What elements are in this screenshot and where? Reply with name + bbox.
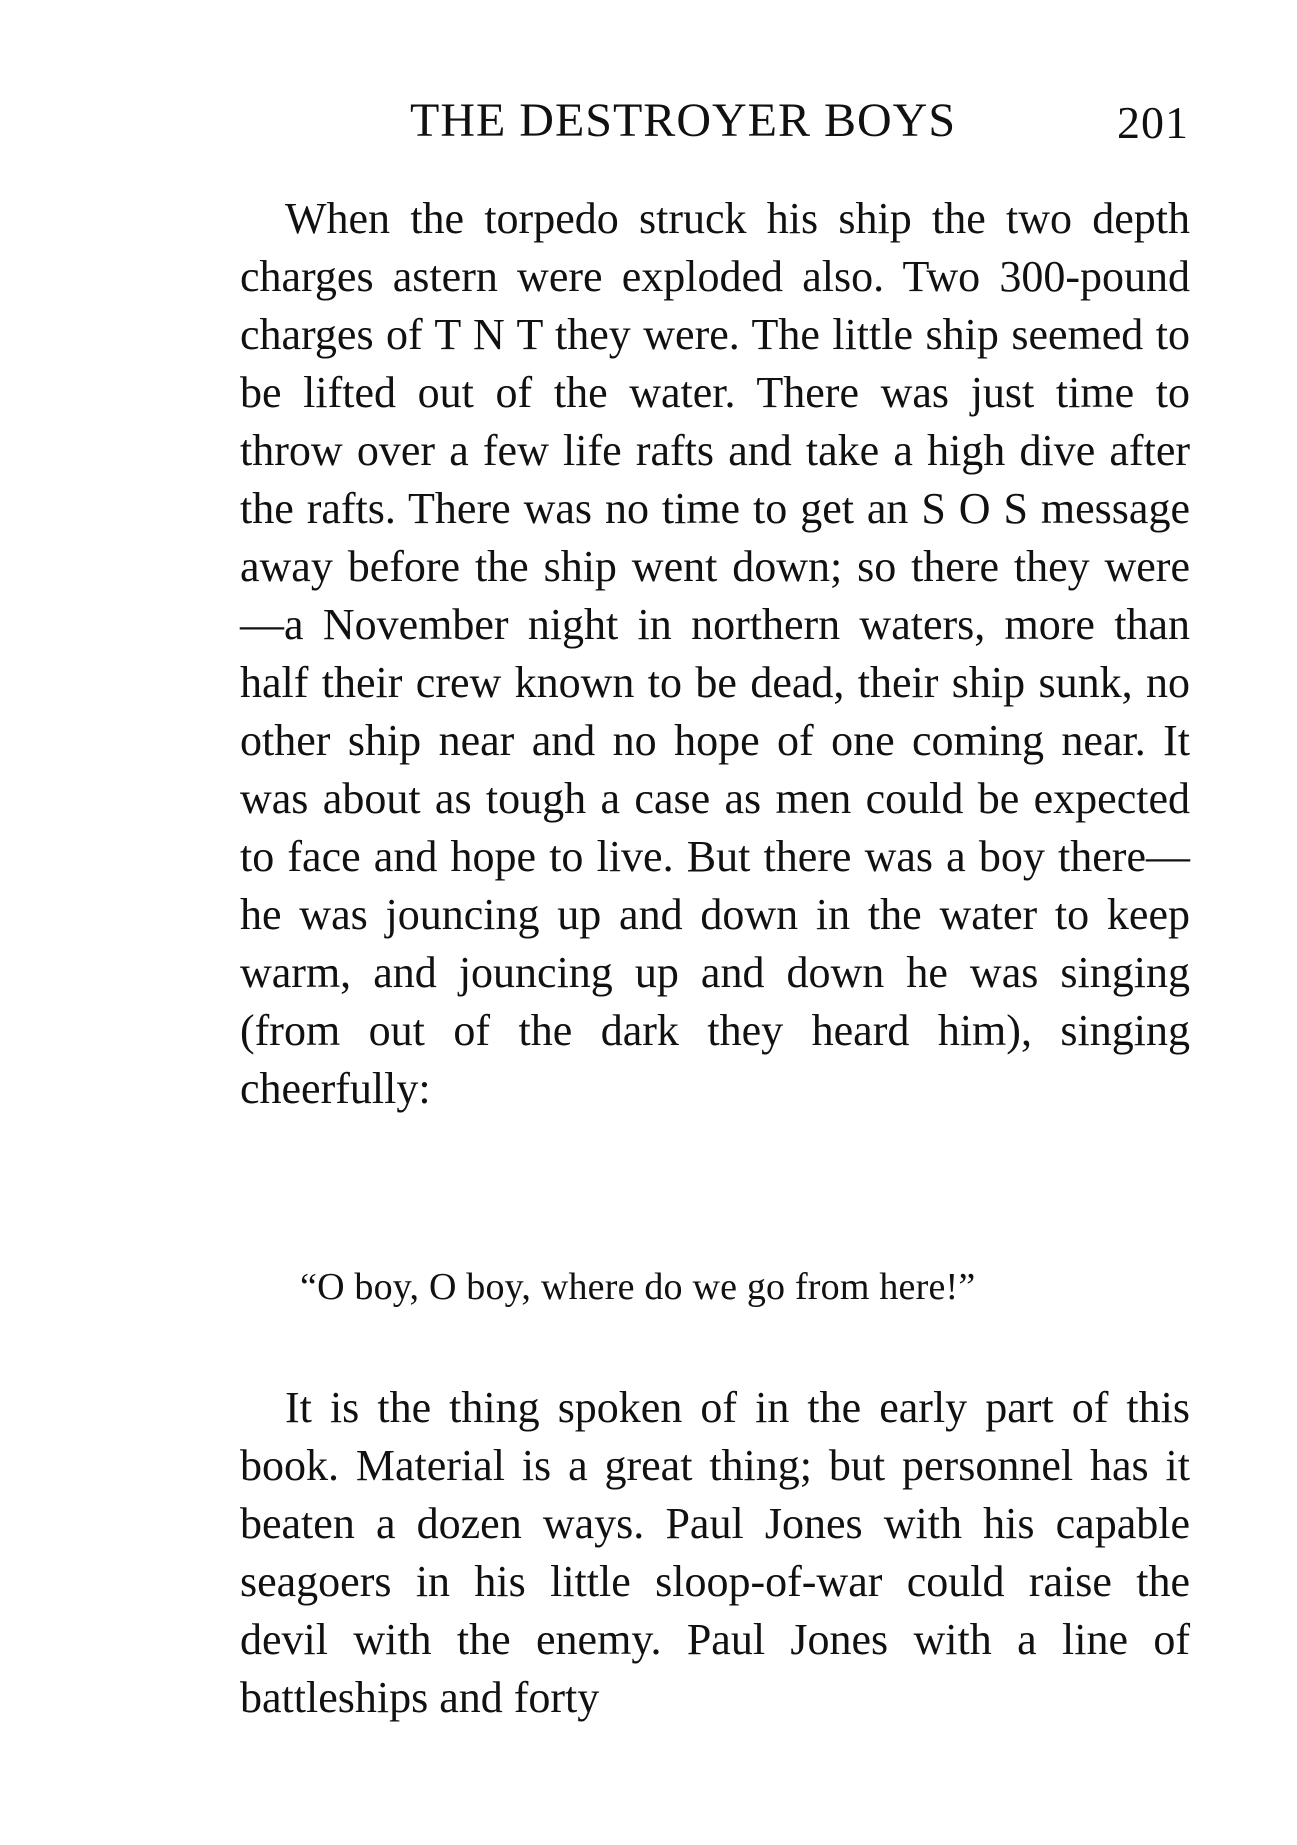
- page-number: 201: [1117, 97, 1189, 148]
- paragraph-1: When the torpedo struck his ship the two depth charges astern were exploded also. Two 300-pound charges of T N T they were. The little ship seemed to be lifted out of the water. There was just time to throw over a few life rafts and take a high dive after the rafts. There was no time to get an S O S message away before the ship went down; so there they were—a November night in northern waters, more than half their crew known to be dead, their ship sunk, no other ship near and no hope of one coming near. It was about as tough a case as men could be expected to face and hope to live. But there was a boy there—he was jouncing up and down in the water to keep warm, and jouncing up and down he was singing (from out of the dark they heard him), singing cheerfully:: [240, 194, 1190, 1113]
- running-title: THE DESTROYER BOYS: [410, 94, 957, 147]
- song-quote: “O boy, O boy, where do we go from here!”: [300, 1266, 976, 1308]
- main-text: [240, 190, 1190, 1118]
- running-header: [410, 92, 1190, 150]
- paragraph-2: It is the thing spoken of in the early part of this book. Material is a great thing; but personnel has it beaten a dozen ways. Paul Jones with his capable seagoers in his little sloop-of-war could raise the devil with the enemy. Paul Jones with a line of battleships and forty: [240, 1383, 1190, 1722]
